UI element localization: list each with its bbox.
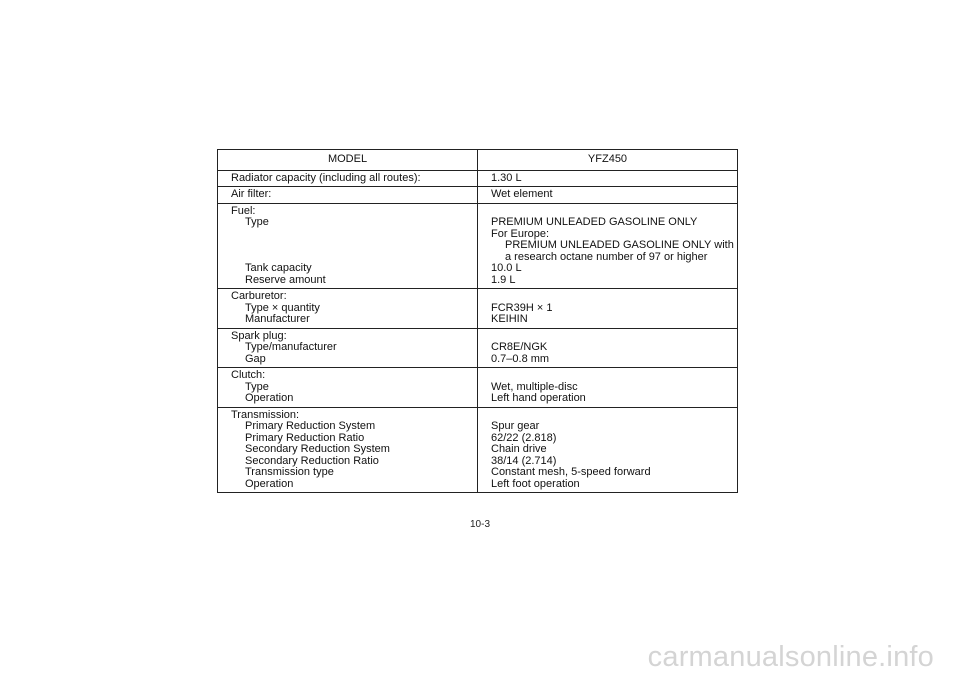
table-row-fuel [218, 203, 738, 289]
fuel-reserve-label: Reserve amount [245, 273, 326, 286]
transmission-type-label: Transmission type [245, 466, 334, 478]
table-row-transmission [218, 407, 738, 493]
spark-plug-heading: Spark plug: [231, 329, 287, 342]
clutch-type-label: Type [245, 380, 269, 393]
air-filter-label: Air filter: [231, 188, 272, 200]
table-row-clutch [218, 368, 738, 408]
clutch-operation-value: Left hand operation [491, 392, 586, 404]
air-filter-label-cell [218, 187, 478, 204]
carburetor-manufacturer-value: KEIHIN [491, 313, 528, 325]
watermark: carmanualsonline.info [647, 641, 934, 673]
spacer [491, 291, 729, 303]
spacer [231, 229, 469, 241]
clutch-label-cell [218, 368, 478, 408]
model-header-label: MODEL [218, 150, 478, 171]
fuel-europe-label: For Europe: [491, 227, 550, 240]
fuel-reserve-value: 1.9 L [491, 273, 516, 286]
fuel-heading: Fuel: [231, 204, 256, 217]
fuel-europe-line-1: PREMIUM UNLEADED GASOLINE ONLY with [505, 239, 734, 251]
fuel-tank-value: 10.0 L [491, 262, 522, 274]
carburetor-value-cell [478, 289, 738, 329]
carburetor-manufacturer-label: Manufacturer [245, 313, 310, 325]
transmission-label-cell [218, 407, 478, 493]
radiator-value-cell [478, 170, 738, 187]
transmission-secondary-ratio-label: Secondary Reduction Ratio [245, 454, 379, 467]
fuel-label-cell [218, 203, 478, 289]
transmission-operation-label: Operation [245, 477, 294, 490]
transmission-secondary-system-label: Secondary Reduction System [245, 443, 390, 455]
fuel-type-value: PREMIUM UNLEADED GASOLINE ONLY [491, 216, 698, 228]
table-header-row [218, 150, 738, 171]
spark-plug-value-cell [478, 328, 738, 368]
table-row-spark-plug [218, 328, 738, 368]
clutch-operation-label: Operation [245, 392, 294, 404]
spark-plug-type-value: CR8E/NGK [491, 341, 548, 353]
transmission-operation-value: Left foot operation [491, 477, 580, 490]
carburetor-label-cell [218, 289, 478, 329]
transmission-value-cell [478, 407, 738, 493]
fuel-value-cell [478, 203, 738, 289]
transmission-secondary-system-value: Chain drive [491, 443, 547, 455]
carburetor-type-label: Type × quantity [245, 301, 320, 314]
transmission-primary-system-label: Primary Reduction System [245, 420, 376, 432]
clutch-type-value: Wet, multiple-disc [491, 380, 578, 393]
spark-plug-type-label: Type/manufacturer [245, 341, 337, 353]
specifications-table [217, 149, 738, 493]
fuel-tank-label: Tank capacity [245, 262, 312, 274]
transmission-type-value: Constant mesh, 5-speed forward [491, 466, 651, 478]
carburetor-type-value: FCR39H × 1 [491, 301, 553, 314]
model-header-value: YFZ450 [478, 150, 738, 171]
clutch-heading: Clutch: [231, 369, 266, 381]
table-row-radiator [218, 170, 738, 187]
clutch-value-cell [478, 368, 738, 408]
page-number: 10-3 [469, 519, 490, 530]
fuel-europe-line-2: a research octane number of 97 or higher [505, 250, 708, 263]
radiator-value: 1.30 L [491, 171, 522, 184]
transmission-heading: Transmission: [231, 408, 300, 421]
air-filter-value: Wet element [491, 188, 553, 200]
transmission-secondary-ratio-value: 38/14 (2.714) [491, 454, 557, 467]
transmission-primary-ratio-label: Primary Reduction Ratio [245, 431, 365, 444]
transmission-primary-ratio-value: 62/22 (2.818) [491, 431, 557, 444]
fuel-type-label: Type [245, 216, 269, 228]
spark-plug-label-cell [218, 328, 478, 368]
spacer [491, 370, 729, 382]
spark-plug-gap-label: Gap [245, 352, 266, 365]
transmission-primary-system-value: Spur gear [491, 420, 540, 432]
radiator-label-cell [218, 170, 478, 187]
table-row-carburetor [218, 289, 738, 329]
spacer [231, 240, 469, 252]
carburetor-heading: Carburetor: [231, 290, 287, 302]
air-filter-value-cell [478, 187, 738, 204]
radiator-label: Radiator capacity (including all routes): [231, 171, 421, 184]
table-row-air-filter [218, 187, 738, 204]
spark-plug-gap-value: 0.7–0.8 mm [491, 352, 550, 365]
